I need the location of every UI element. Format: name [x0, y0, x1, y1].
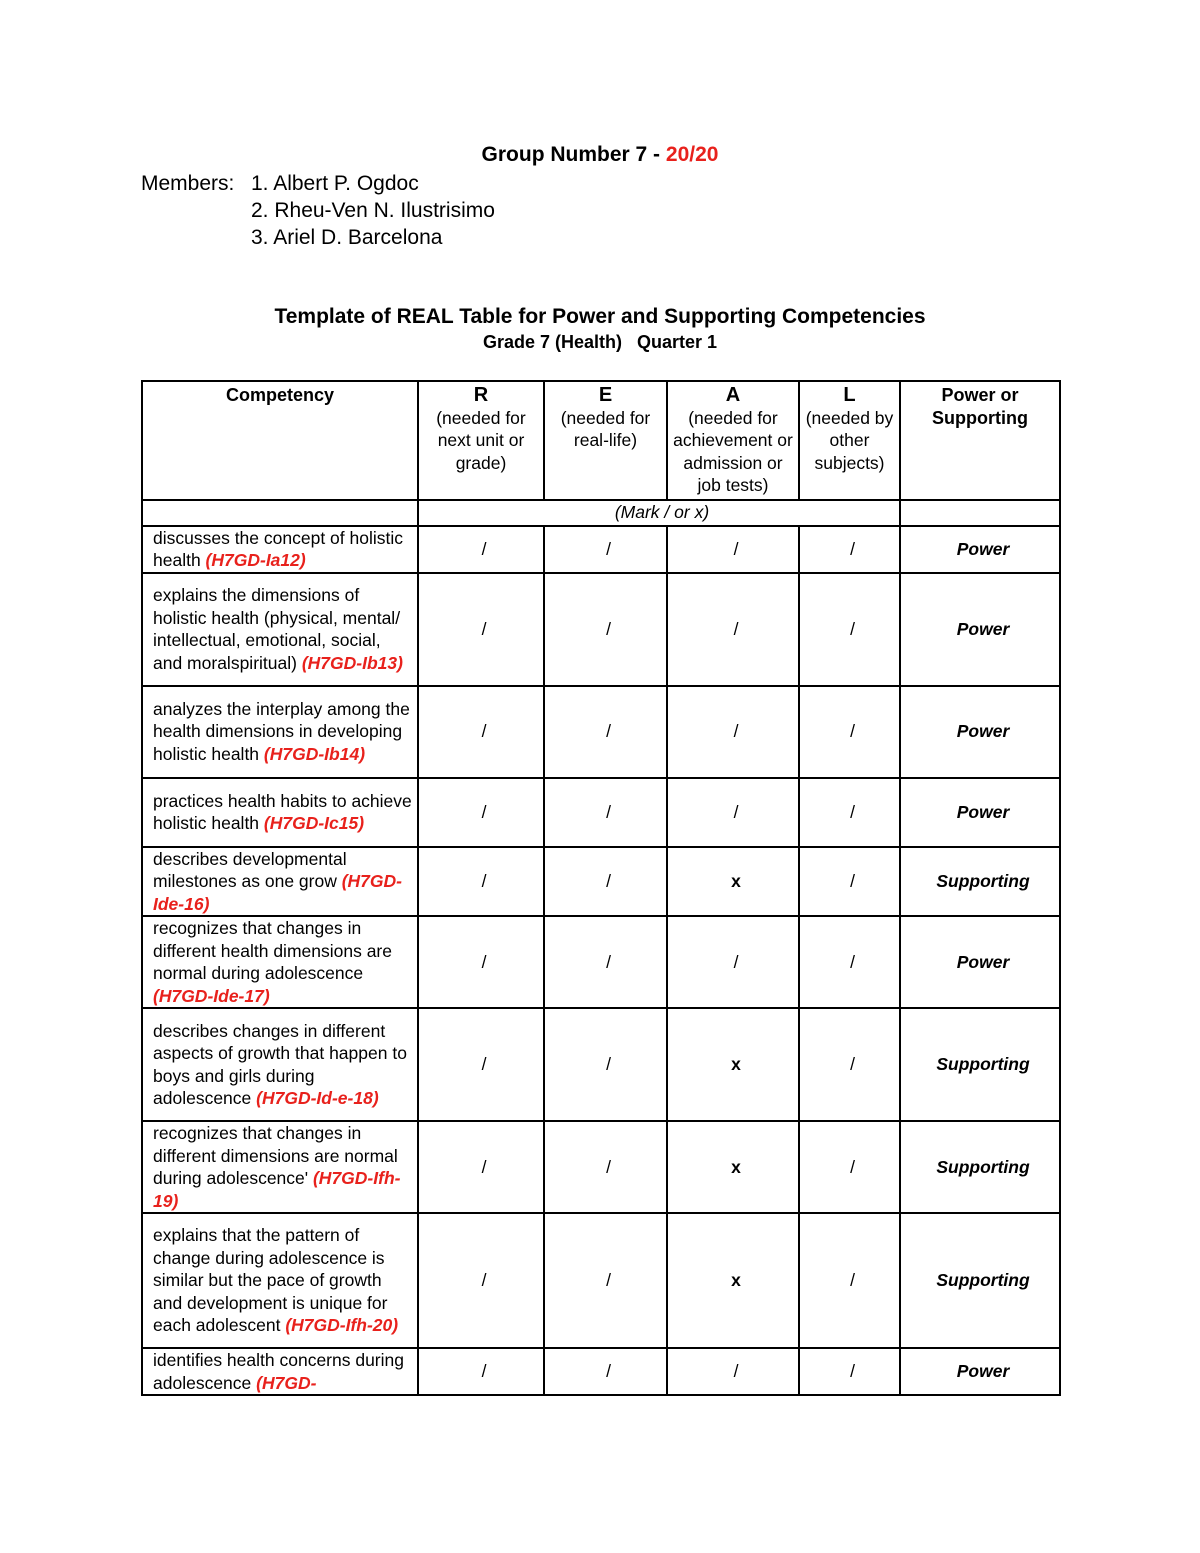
mark-r: / — [418, 847, 544, 917]
mark-r: / — [418, 778, 544, 847]
mark-r: / — [418, 1213, 544, 1348]
table-row — [142, 526, 1060, 573]
competency-text: discusses the concept of holistic health — [153, 527, 403, 570]
mark-e: / — [544, 1348, 667, 1395]
table-row — [142, 1213, 1060, 1348]
competency-cell — [142, 1121, 418, 1213]
competency-cell — [142, 526, 418, 573]
mark-l: / — [799, 686, 900, 778]
col-a: A (needed for achievement or admission or job tests) — [667, 381, 799, 500]
mark-r: / — [418, 1008, 544, 1121]
mark-l: / — [799, 1121, 900, 1213]
competency-code: (H7GD-Ib14) — [263, 743, 366, 764]
col-e: E (needed for real-life) — [544, 381, 667, 500]
mark-a: x — [667, 1008, 799, 1121]
mark-l: / — [799, 916, 900, 1008]
group-title — [0, 143, 1200, 167]
col-competency: Competency — [142, 381, 418, 500]
mark-r: / — [418, 526, 544, 573]
competency-text: explains that the pattern of change during adolescence is similar but the pace of growth and development is unique for each adolescent — [153, 1225, 388, 1336]
classification: Power — [900, 573, 1060, 686]
col-r: R (needed for next unit or grade) — [418, 381, 544, 500]
competency-cell — [142, 573, 418, 686]
mark-r: / — [418, 916, 544, 1008]
table-row — [142, 847, 1060, 917]
competency-code: (H7GD-Ide-16) — [153, 871, 402, 914]
mark-e: / — [544, 686, 667, 778]
classification: Power — [900, 1348, 1060, 1395]
col-type: Power or Supporting — [900, 381, 1060, 500]
competency-text: analyzes the interplay among the health dimensions in developing holistic health — [153, 698, 410, 764]
classification: Supporting — [900, 1121, 1060, 1213]
competency-code: (H7GD-Ifh-19) — [153, 1168, 401, 1211]
competency-text: describes changes in different aspects of growth that happen to boys and girls during adolescence — [153, 1020, 407, 1108]
document-title: Template of REAL Table for Power and Supporting Competencies — [274, 305, 926, 328]
mark-e: / — [544, 847, 667, 917]
members-list — [141, 170, 495, 251]
mark-e: / — [544, 1121, 667, 1213]
competency-code: (H7GD-Ide-17) — [153, 985, 270, 1006]
mark-r: / — [418, 573, 544, 686]
table-row — [142, 686, 1060, 778]
mark-r: / — [418, 1121, 544, 1213]
mark-l: / — [799, 1213, 900, 1348]
classification: Power — [900, 916, 1060, 1008]
mark-e: / — [544, 1213, 667, 1348]
mark-a: / — [667, 778, 799, 847]
competency-text: identifies health concerns during adolescence — [153, 1350, 404, 1393]
member-2: 2. Rheu-Ven N. Ilustrisimo — [251, 199, 495, 222]
mark-a: / — [667, 686, 799, 778]
table-row — [142, 1008, 1060, 1121]
mark-a: / — [667, 916, 799, 1008]
classification: Power — [900, 778, 1060, 847]
competency-cell — [142, 686, 418, 778]
members-label: Members: — [141, 172, 235, 195]
header-row — [142, 381, 1060, 500]
competency-text: practices health habits to achieve holistic health — [153, 790, 412, 833]
competency-text: recognizes that changes in different dimensions are normal during adolescence' — [153, 1123, 398, 1188]
classification: Supporting — [900, 1213, 1060, 1348]
table-row — [142, 1348, 1060, 1395]
competency-text: describes developmental milestones as one grow — [153, 848, 347, 891]
mark-l: / — [799, 847, 900, 917]
competency-code: (H7GD-Ic15) — [263, 813, 365, 833]
mark-a: / — [667, 526, 799, 573]
competency-rows — [142, 526, 1060, 1396]
mark-note: (Mark / or x) — [418, 500, 900, 526]
table-row — [142, 1121, 1060, 1213]
competency-cell — [142, 1008, 418, 1121]
competency-code: (H7GD- — [256, 1372, 317, 1393]
competency-text: explains the dimensions of holistic health (physical, mental/ intellectual, emotional, social, and moralspiritual) — [153, 585, 401, 673]
group-label: Group Number 7 - — [481, 143, 666, 166]
classification: Supporting — [900, 1008, 1060, 1121]
mark-note-row — [142, 500, 1060, 526]
competency-code: (H7GD-Ifh-20) — [285, 1315, 399, 1336]
member-1: 1. Albert P. Ogdoc — [251, 172, 419, 195]
competency-code: (H7GD-Ia12) — [205, 550, 306, 570]
mark-a: / — [667, 573, 799, 686]
table-row — [142, 778, 1060, 847]
mark-r: / — [418, 1348, 544, 1395]
mark-l: / — [799, 573, 900, 686]
competency-cell — [142, 1348, 418, 1395]
mark-e: / — [544, 916, 667, 1008]
competency-code: (H7GD-Id-e-18) — [256, 1088, 379, 1108]
mark-l: / — [799, 526, 900, 573]
group-score: 20/20 — [665, 143, 719, 166]
real-table — [141, 380, 1061, 1396]
competency-text: recognizes that changes in different health dimensions are normal during adolescence — [153, 918, 392, 983]
competency-cell — [142, 847, 418, 917]
table-row — [142, 916, 1060, 1008]
mark-a: x — [667, 847, 799, 917]
mark-r: / — [418, 686, 544, 778]
mark-l: / — [799, 1008, 900, 1121]
competency-cell — [142, 1213, 418, 1348]
classification: Supporting — [900, 847, 1060, 917]
mark-e: / — [544, 573, 667, 686]
mark-e: / — [544, 526, 667, 573]
mark-a: / — [667, 1348, 799, 1395]
competency-cell — [142, 916, 418, 1008]
mark-l: / — [799, 1348, 900, 1395]
member-3: 3. Ariel D. Barcelona — [251, 226, 443, 249]
mark-a: x — [667, 1121, 799, 1213]
classification: Power — [900, 686, 1060, 778]
mark-l: / — [799, 778, 900, 847]
mark-e: / — [544, 1008, 667, 1121]
competency-cell — [142, 778, 418, 847]
classification: Power — [900, 526, 1060, 573]
document-subtitle: Grade 7 (Health) Quarter 1 — [482, 332, 718, 352]
mark-e: / — [544, 778, 667, 847]
col-l: L (needed by other subjects) — [799, 381, 900, 500]
table-row — [142, 573, 1060, 686]
competency-code: (H7GD-Ib13) — [301, 652, 403, 673]
mark-a: x — [667, 1213, 799, 1348]
